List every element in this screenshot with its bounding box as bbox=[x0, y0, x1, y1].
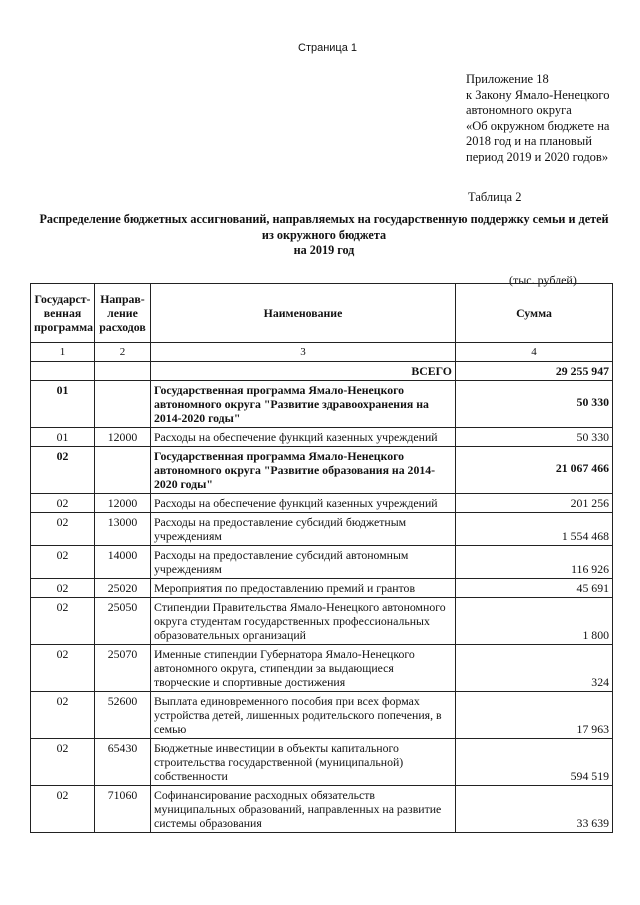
cell-amount: 45 691 bbox=[456, 579, 613, 598]
cell-direction: 25050 bbox=[95, 598, 151, 645]
title-line-2: из окружного бюджета bbox=[261, 227, 387, 242]
table-body bbox=[31, 343, 613, 833]
title-line-1: Распределение бюджетных ассигнований, направляемых на государственную поддержку семьи и детей bbox=[39, 212, 609, 226]
cell-direction: 13000 bbox=[95, 513, 151, 546]
header-direction: Направ-ление расходов bbox=[95, 284, 151, 343]
cell-program: 02 bbox=[31, 494, 95, 513]
column-number: 4 bbox=[456, 343, 613, 362]
cell-amount: 17 963 bbox=[456, 692, 613, 739]
cell-direction: 52600 bbox=[95, 692, 151, 739]
cell-program: 02 bbox=[31, 739, 95, 786]
cell-direction: 25070 bbox=[95, 645, 151, 692]
page-number: Страница 1 bbox=[298, 42, 358, 54]
cell-amount: 201 256 bbox=[456, 494, 613, 513]
total-empty bbox=[31, 362, 95, 381]
cell-name: Расходы на предоставление субсидий бюджетным учреждениям bbox=[151, 513, 456, 546]
cell-name: Государственная программа Ямало-Ненецкого автономного округа "Развитие образования на 2014-2020 годы" bbox=[151, 447, 456, 494]
cell-amount: 50 330 bbox=[456, 381, 613, 428]
cell-amount: 1 800 bbox=[456, 598, 613, 645]
table-row bbox=[31, 598, 613, 645]
cell-amount: 116 926 bbox=[456, 546, 613, 579]
column-number: 2 bbox=[95, 343, 151, 362]
appendix-line: автономного округа bbox=[466, 103, 572, 118]
cell-name: Именные стипендии Губернатора Ямало-Ненецкого автономного округа, стипендии за выдающиеся творческие и спортивные достижения bbox=[151, 645, 456, 692]
title-line-3: на 2019 год bbox=[293, 243, 355, 257]
program-row bbox=[31, 381, 613, 428]
cell-program: 01 bbox=[31, 428, 95, 447]
header-name: Наименование bbox=[151, 284, 456, 343]
table-row bbox=[31, 513, 613, 546]
cell-direction: 25020 bbox=[95, 579, 151, 598]
cell-name: Мероприятия по предоставлению премий и грантов bbox=[151, 579, 456, 598]
table-row bbox=[31, 428, 613, 447]
cell-name: Расходы на предоставление субсидий автономным учреждениям bbox=[151, 546, 456, 579]
table-row bbox=[31, 645, 613, 692]
cell-program: 02 bbox=[31, 513, 95, 546]
cell-program: 02 bbox=[31, 579, 95, 598]
appendix-line: период 2019 и 2020 годов» bbox=[466, 149, 609, 164]
total-empty bbox=[95, 362, 151, 381]
cell-direction: 12000 bbox=[95, 428, 151, 447]
cell-program: 02 bbox=[31, 645, 95, 692]
cell-amount: 594 519 bbox=[456, 739, 613, 786]
appendix-note bbox=[466, 72, 636, 166]
column-number-row bbox=[31, 343, 613, 362]
cell-direction: 12000 bbox=[95, 494, 151, 513]
cell-direction: 71060 bbox=[95, 786, 151, 833]
cell-program: 02 bbox=[31, 598, 95, 645]
table-row bbox=[31, 786, 613, 833]
cell-program: 01 bbox=[31, 381, 95, 428]
table-row bbox=[31, 739, 613, 786]
appendix-line: 2018 год и на плановый bbox=[466, 134, 592, 149]
cell-amount: 1 554 468 bbox=[456, 513, 613, 546]
appendix-line: «Об окружном бюджете на bbox=[466, 118, 610, 133]
table-row bbox=[31, 494, 613, 513]
cell-program: 02 bbox=[31, 447, 95, 494]
document-title bbox=[30, 212, 618, 259]
cell-direction: 14000 bbox=[95, 546, 151, 579]
table-row bbox=[31, 692, 613, 739]
units-label: (тыс. рублей) bbox=[509, 273, 577, 287]
cell-name: Бюджетные инвестиции в объекты капитального строительства государственной (муниципальной) собственности bbox=[151, 739, 456, 786]
column-number: 3 bbox=[151, 343, 456, 362]
cell-name: Стипендии Правительства Ямало-Ненецкого автономного округа студентам государственных профессиональных образовательных организаций bbox=[151, 598, 456, 645]
cell-name: Софинансирование расходных обязательств муниципальных образований, направленных на развитие системы образования bbox=[151, 786, 456, 833]
cell-amount: 33 639 bbox=[456, 786, 613, 833]
budget-table bbox=[30, 283, 613, 833]
cell-amount: 50 330 bbox=[456, 428, 613, 447]
table-row bbox=[31, 579, 613, 598]
table-header-row bbox=[31, 284, 613, 343]
cell-program: 02 bbox=[31, 546, 95, 579]
program-row bbox=[31, 447, 613, 494]
header-program: Государст-венная программа bbox=[31, 284, 95, 343]
cell-direction: 65430 bbox=[95, 739, 151, 786]
cell-amount: 324 bbox=[456, 645, 613, 692]
header-amount: Сумма bbox=[456, 284, 613, 343]
table-row bbox=[31, 546, 613, 579]
appendix-line: Приложение 18 bbox=[466, 72, 549, 86]
cell-direction bbox=[95, 381, 151, 428]
cell-name: Расходы на обеспечение функций казенных учреждений bbox=[151, 494, 456, 513]
cell-name: Государственная программа Ямало-Ненецкого автономного округа "Развитие здравоохранения на 2014-2020 годы" bbox=[151, 381, 456, 428]
cell-amount: 21 067 466 bbox=[456, 447, 613, 494]
column-number: 1 bbox=[31, 343, 95, 362]
total-label: ВСЕГО bbox=[151, 362, 456, 381]
cell-direction bbox=[95, 447, 151, 494]
cell-program: 02 bbox=[31, 692, 95, 739]
cell-name: Выплата единовременного пособия при всех формах устройства детей, лишенных родительского попечения, в семью bbox=[151, 692, 456, 739]
total-amount: 29 255 947 bbox=[456, 362, 613, 381]
total-row bbox=[31, 362, 613, 381]
appendix-line: к Закону Ямало-Ненецкого bbox=[466, 87, 610, 102]
cell-program: 02 bbox=[31, 786, 95, 833]
cell-name: Расходы на обеспечение функций казенных учреждений bbox=[151, 428, 456, 447]
table-label: Таблица 2 bbox=[468, 190, 522, 204]
